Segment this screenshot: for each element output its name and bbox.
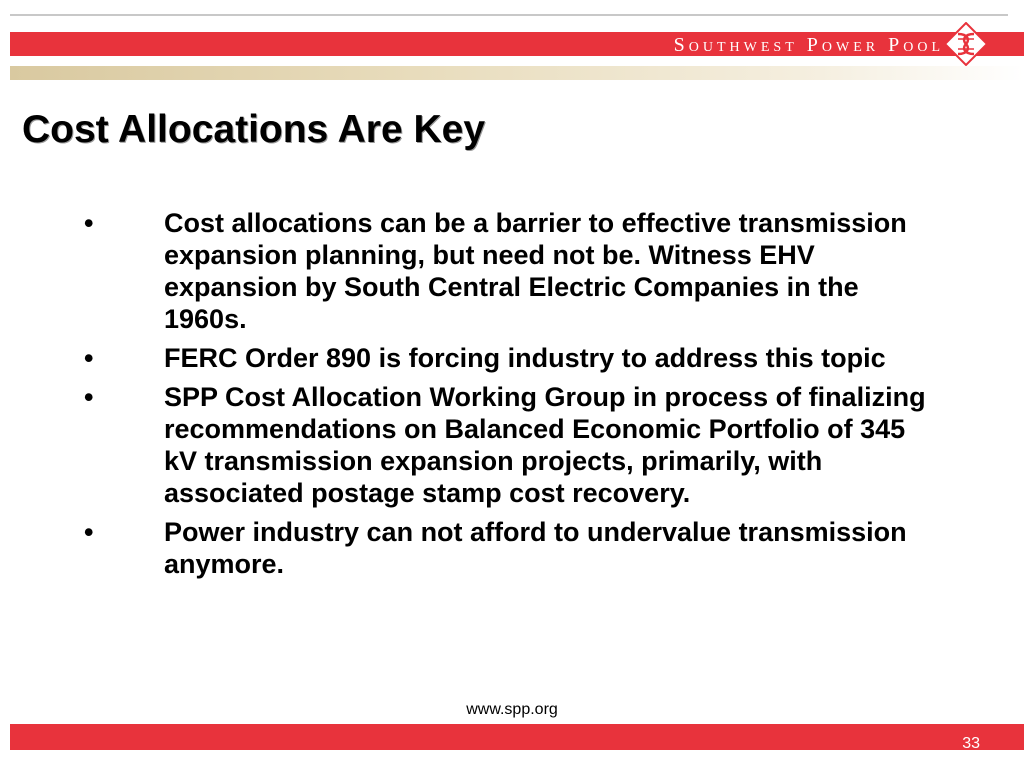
bullet-marker: • (84, 517, 94, 547)
bullet-marker: • (84, 343, 94, 373)
brand-name: Southwest Power Pool (673, 34, 944, 56)
bullet-item (84, 207, 944, 335)
page-number: 33 (962, 735, 980, 752)
footer-band (10, 724, 1024, 750)
spp-logo-icon (944, 22, 988, 66)
bullet-marker: • (84, 208, 94, 238)
bullet-text: Cost allocations can be a barrier to effective transmission expansion planning, but need not be. Witness EHV expansion by South Central Electric Companies in the 1960s. (164, 208, 907, 334)
top-divider (10, 14, 1008, 16)
bullet-item (84, 342, 944, 374)
bullet-marker: • (84, 382, 94, 412)
bullet-item (84, 381, 944, 509)
footer-url: www.spp.org (466, 701, 558, 718)
bullet-text: Power industry can not afford to undervalue transmission anymore. (164, 517, 907, 579)
bullet-text: SPP Cost Allocation Working Group in process of finalizing recommendations on Balanced Economic Portfolio of 345 kV transmission expansion projects, primarily, with associated postage stamp cost recovery. (164, 382, 926, 508)
bullet-item (84, 516, 944, 580)
bullet-list (84, 207, 944, 587)
slide-title: Cost Allocations Are Key (22, 108, 486, 151)
bullet-text: FERC Order 890 is forcing industry to address this topic (164, 343, 886, 373)
accent-band (10, 66, 1024, 80)
